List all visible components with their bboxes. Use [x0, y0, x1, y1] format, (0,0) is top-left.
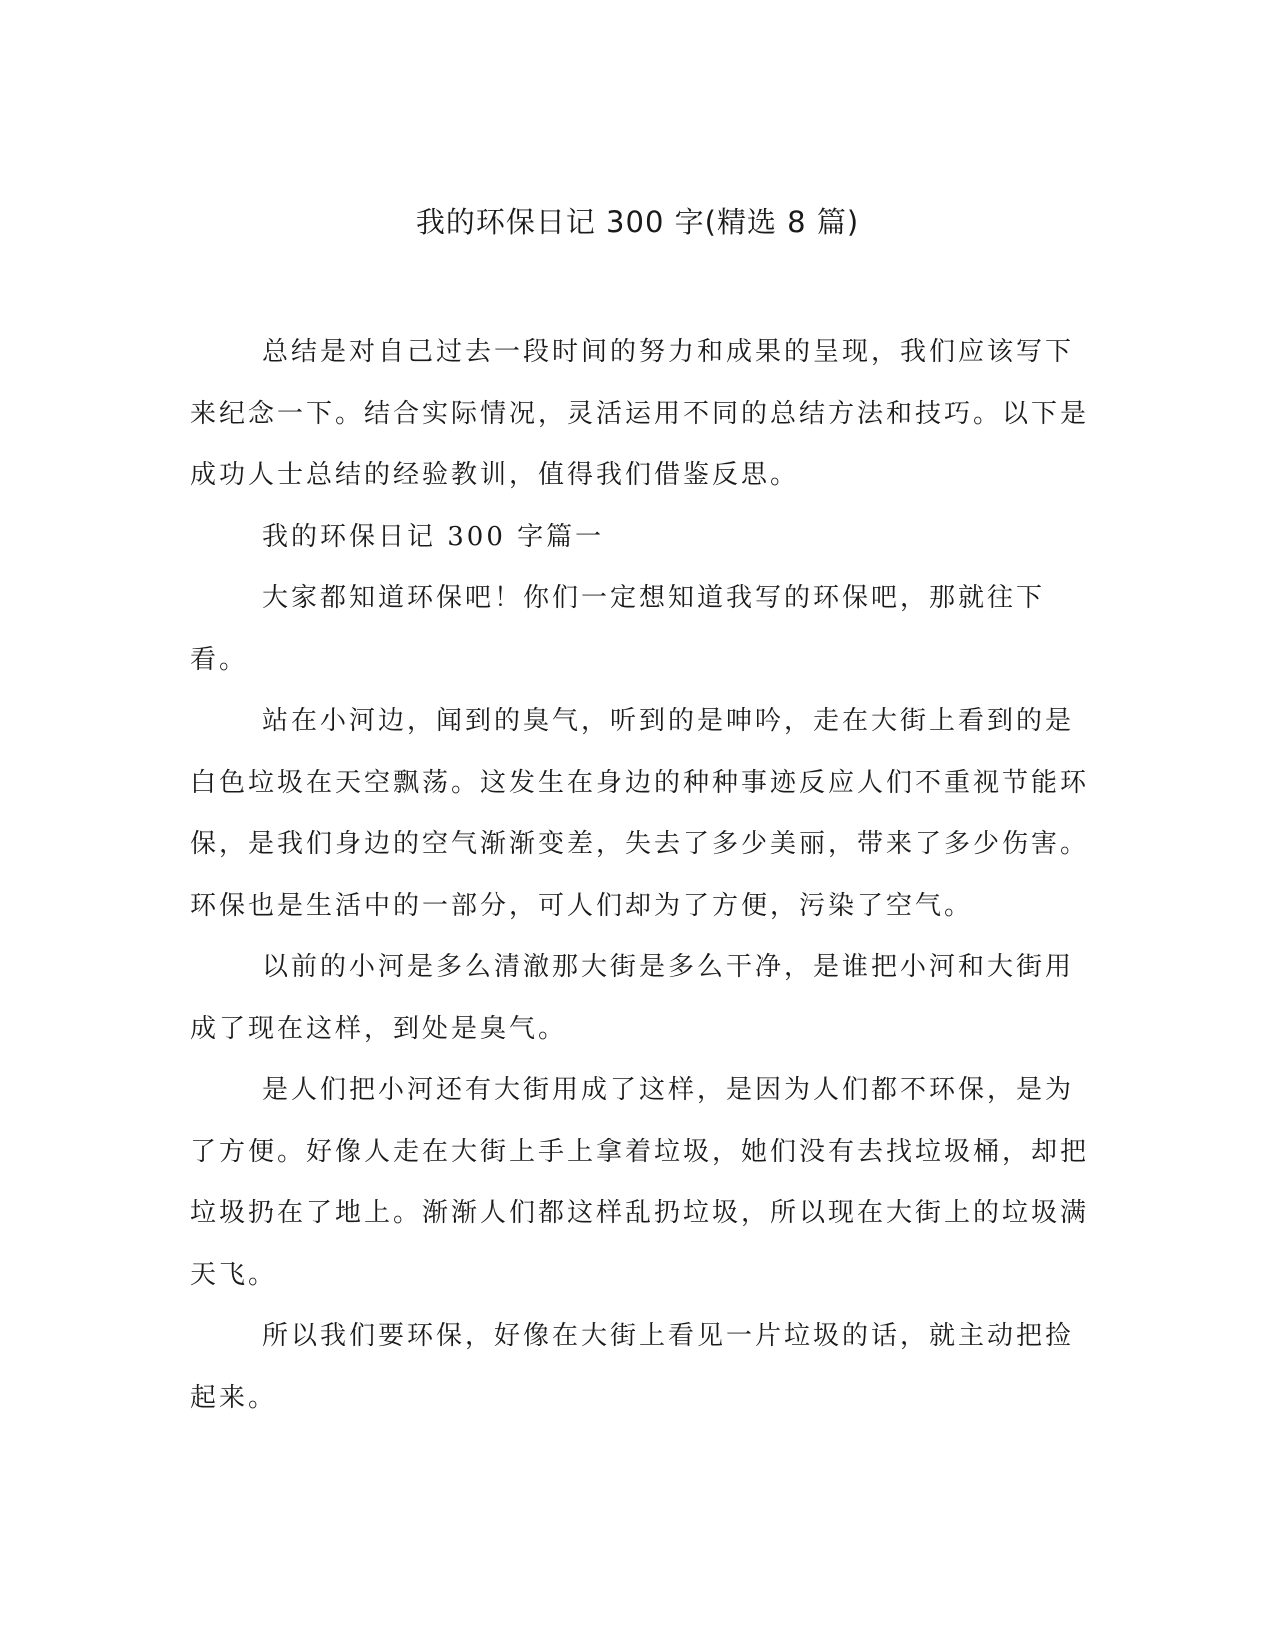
paragraph: 所以我们要环保，好像在大街上看见一片垃圾的话，就主动把捡起来。	[190, 1321, 1075, 1413]
paragraph: 以前的小河是多么清澈那大街是多么干净，是谁把小河和大街用成了现在这样，到处是臭气。	[190, 952, 1075, 1044]
paragraph: 大家都知道环保吧！你们一定想知道我写的环保吧，那就往下看。	[190, 583, 1046, 675]
paragraph-intro: 总结是对自己过去一段时间的努力和成果的呈现，我们应该写下来纪念一下。结合实际情况，灵活运用不同的总结方法和技巧。以下是成功人士总结的经验教训，值得我们借鉴反思。	[190, 337, 1090, 490]
paragraph: 站在小河边，闻到的臭气，听到的是呻吟，走在大街上看到的是白色垃圾在天空飘荡。这发生在身边的种种事迹反应人们不重视节能环保，是我们身边的空气渐渐变差，失去了多少美丽，带来了多少伤害。环保也是生活中的一部分，可人们却为了方便，污染了空气。	[190, 706, 1090, 921]
section-heading: 我的环保日记 300 字篇一	[262, 521, 605, 552]
document-body	[190, 322, 1090, 1429]
paragraph: 是人们把小河还有大街用成了这样，是因为人们都不环保，是为了方便。好像人走在大街上手上拿着垃圾，她们没有去找垃圾桶，却把垃圾扔在了地上。渐渐人们都这样乱扔垃圾，所以现在大街上的垃圾满天飞。	[190, 1075, 1090, 1290]
document-title: 我的环保日记 300 字(精选 8 篇)	[415, 205, 860, 239]
